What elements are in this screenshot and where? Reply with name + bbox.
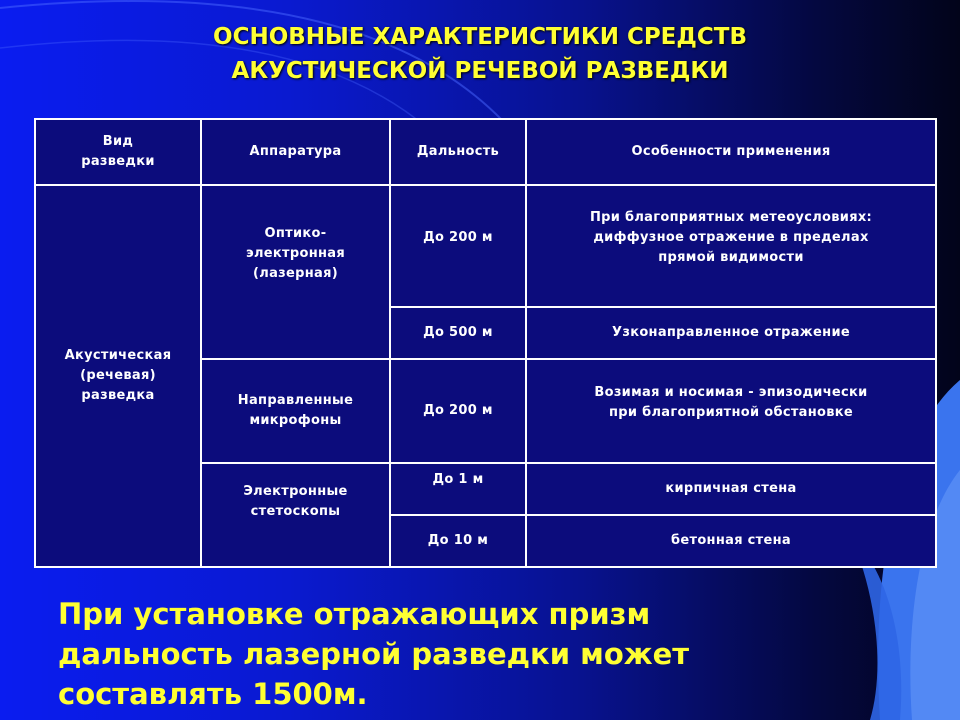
range-cell: До 1 м bbox=[390, 463, 526, 515]
feature-cell bbox=[526, 359, 936, 463]
caption-line-3: составлять 1500м. bbox=[58, 677, 368, 711]
table-header-row bbox=[35, 119, 936, 185]
steth-line-1: Электронные bbox=[243, 484, 348, 499]
range-cell: До 200 м bbox=[390, 359, 526, 463]
optical-line-3: (лазерная) bbox=[253, 266, 338, 281]
category-line-3: разведка bbox=[81, 388, 155, 403]
feature-cell: бетонная стена bbox=[526, 515, 936, 567]
caption-line-1: При установке отражающих призм bbox=[58, 597, 651, 631]
optical-line-2: электронная bbox=[245, 246, 346, 261]
feature-line: при благоприятной обстановке bbox=[608, 405, 854, 420]
header-range: Дальность bbox=[390, 119, 526, 185]
table-row bbox=[35, 185, 936, 307]
equipment-steth-cell bbox=[201, 463, 390, 567]
range-cell: До 200 м bbox=[390, 185, 526, 307]
header-type-line-1: Вид bbox=[102, 134, 134, 149]
caption-line-2: дальность лазерной разведки может bbox=[58, 637, 690, 671]
feature-cell bbox=[526, 185, 936, 307]
steth-line-2: стетоскопы bbox=[250, 504, 341, 519]
characteristics-table bbox=[34, 118, 937, 568]
category-cell bbox=[35, 185, 201, 567]
title-line-2: АКУСТИЧЕСКОЙ РЕЧЕВОЙ РАЗВЕДКИ bbox=[231, 58, 729, 84]
feature-line: При благоприятных метеоусловиях: bbox=[589, 210, 873, 225]
range-cell: До 500 м bbox=[390, 307, 526, 359]
title-line-1: ОСНОВНЫЕ ХАРАКТЕРИСТИКИ СРЕДСТВ bbox=[213, 24, 747, 50]
feature-line: Возимая и носимая - эпизодически bbox=[594, 385, 868, 400]
mic-line-2: микрофоны bbox=[249, 413, 342, 428]
category-line-2: (речевая) bbox=[80, 368, 156, 383]
header-type bbox=[35, 119, 201, 185]
page-title bbox=[0, 20, 960, 88]
header-type-line-2: разведки bbox=[81, 154, 155, 169]
optical-line-1: Оптико- bbox=[264, 226, 327, 241]
equipment-mic-cell bbox=[201, 359, 390, 463]
feature-line: диффузное отражение в пределах bbox=[593, 230, 869, 245]
equipment-optical-cell bbox=[201, 185, 390, 359]
mic-line-1: Направленные bbox=[237, 393, 354, 408]
feature-cell: Узконаправленное отражение bbox=[526, 307, 936, 359]
range-cell: До 10 м bbox=[390, 515, 526, 567]
feature-line: прямой видимости bbox=[658, 250, 804, 265]
header-equipment: Аппаратура bbox=[201, 119, 390, 185]
caption-text bbox=[58, 594, 858, 714]
category-line-1: Акустическая bbox=[64, 348, 172, 363]
header-features: Особенности применения bbox=[526, 119, 936, 185]
feature-cell: кирпичная стена bbox=[526, 463, 936, 515]
